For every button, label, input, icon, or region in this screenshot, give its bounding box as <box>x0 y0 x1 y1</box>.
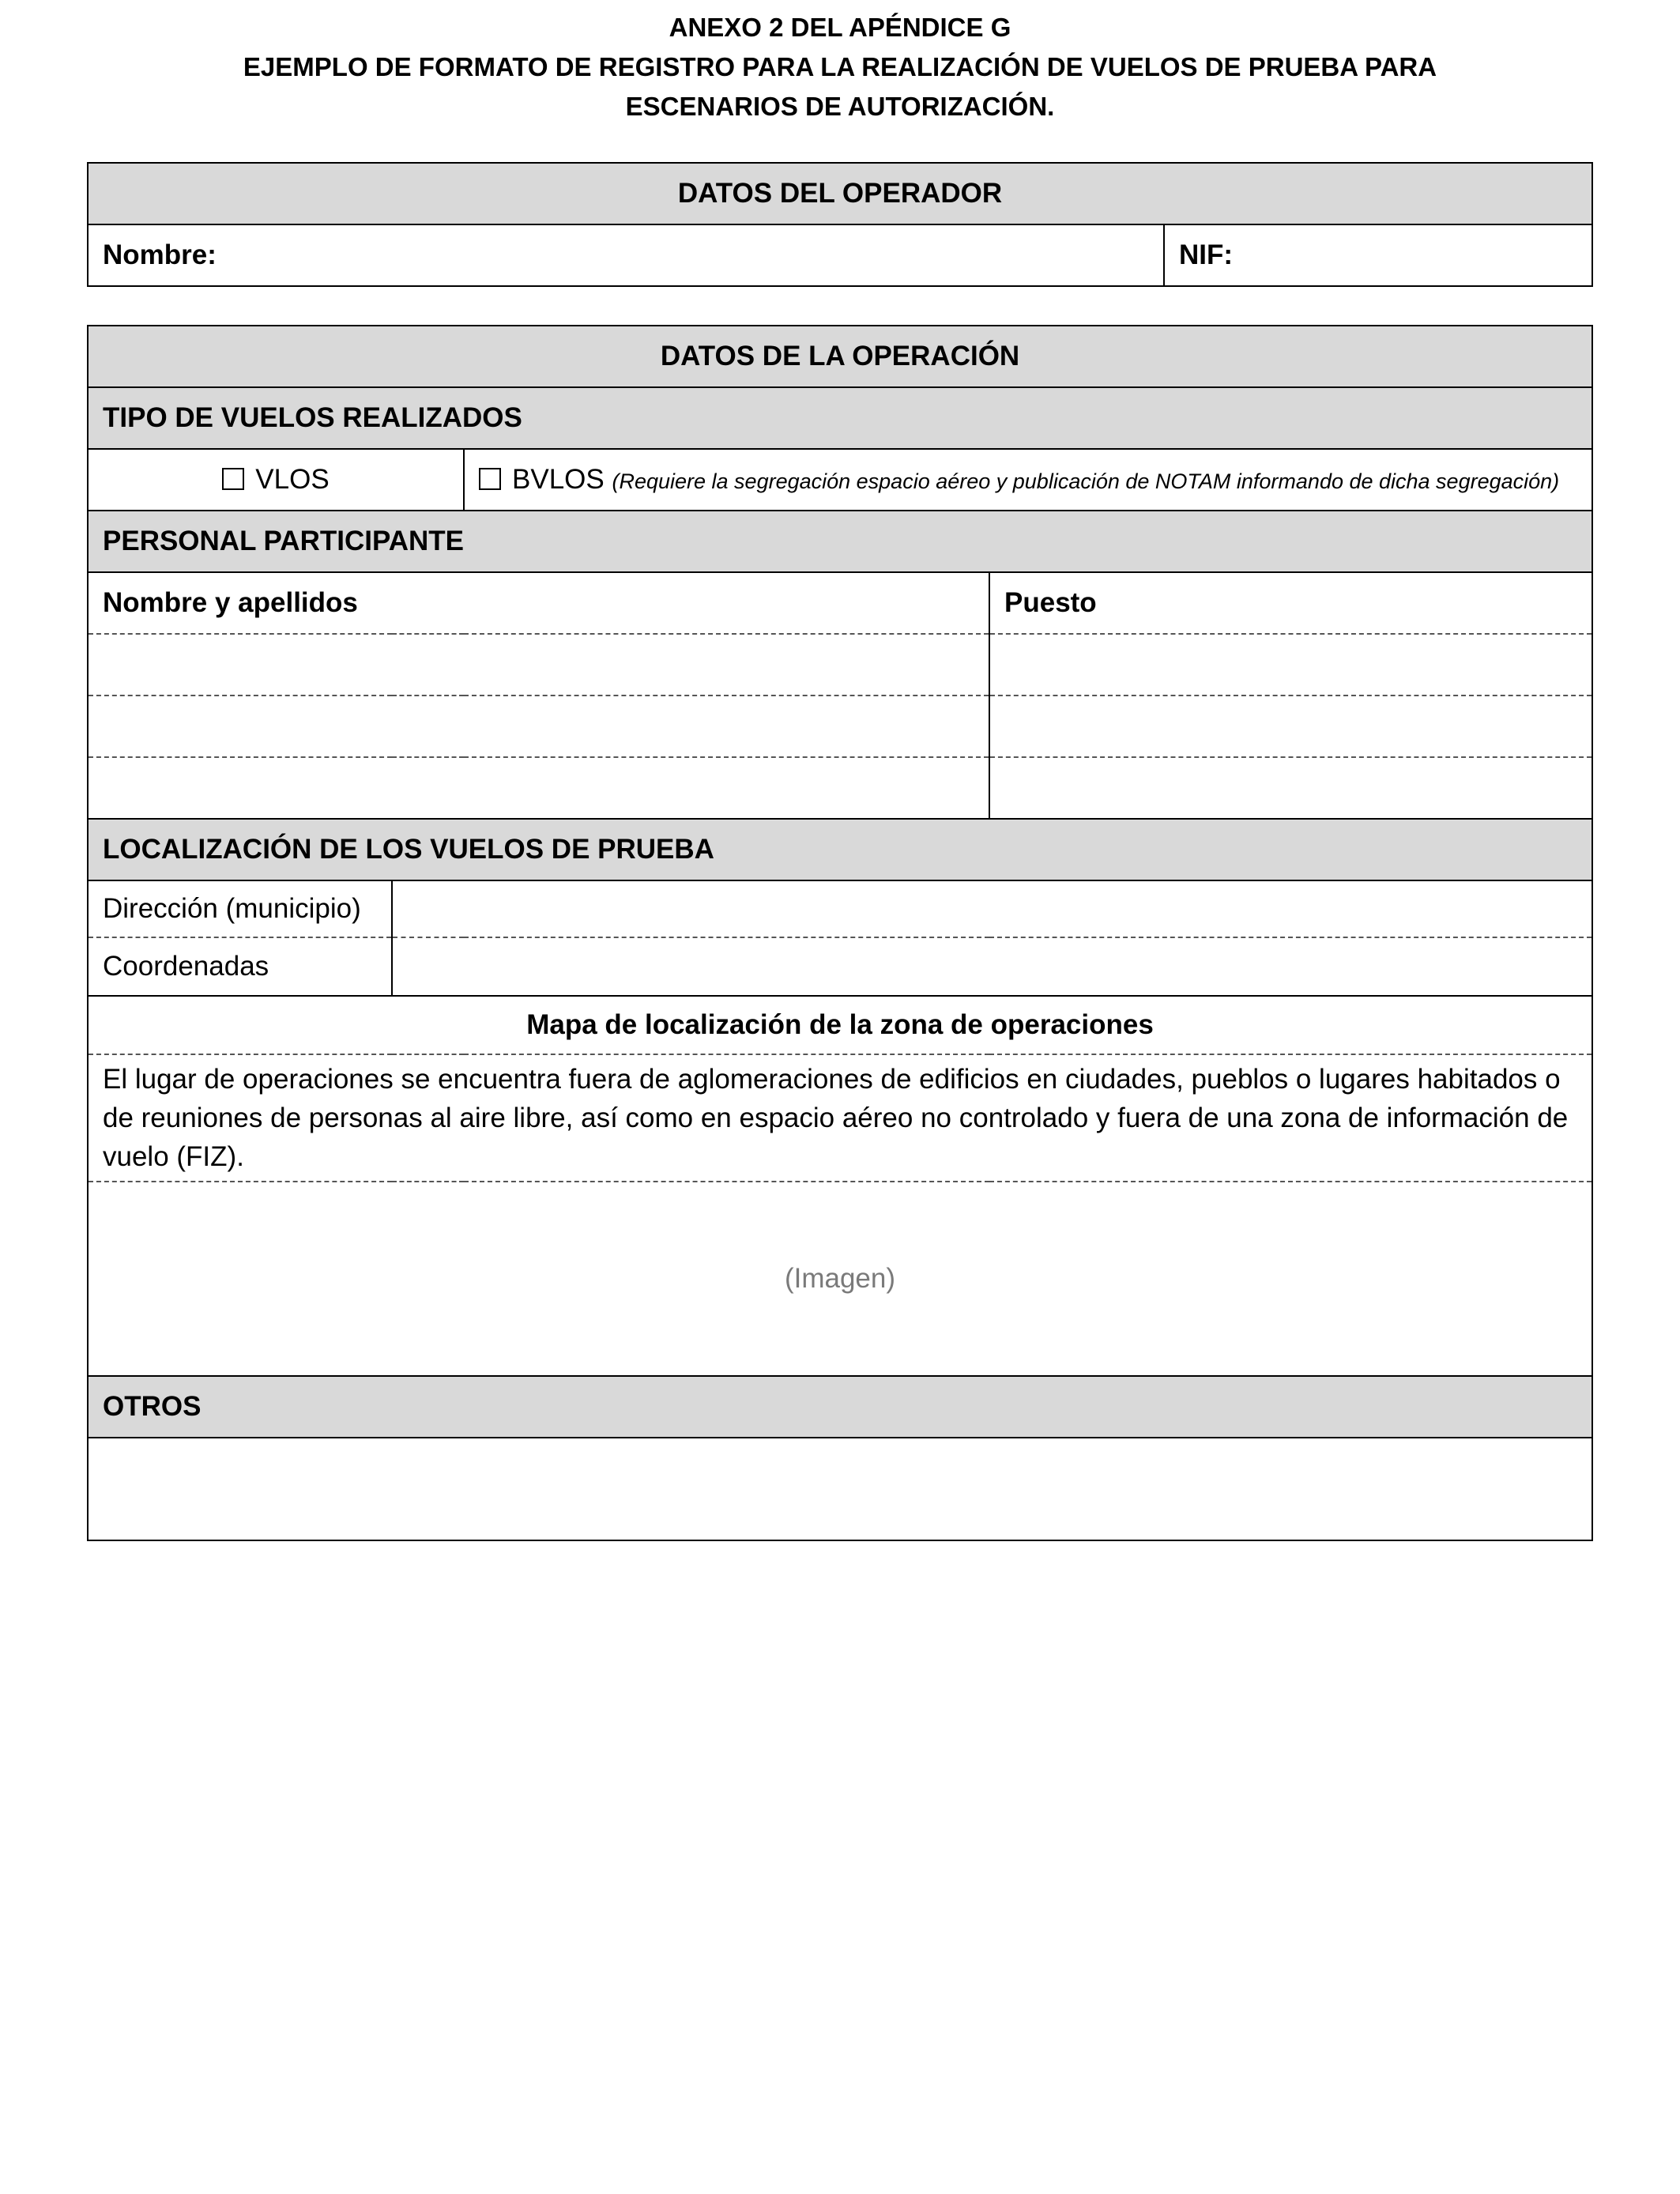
personnel-name-cell[interactable] <box>88 634 989 696</box>
operation-table <box>87 325 1593 1541</box>
title-line-1: ANEXO 2 DEL APÉNDICE G <box>669 13 1011 42</box>
address-label: Dirección (municipio) <box>88 880 392 937</box>
coords-label: Coordenadas <box>88 937 392 996</box>
flight-type-header: TIPO DE VUELOS REALIZADOS <box>88 387 1592 449</box>
operator-nif-field[interactable] <box>1164 224 1592 286</box>
operator-table <box>87 162 1593 287</box>
bvlos-label: BVLOS <box>512 464 605 495</box>
operator-name-label: Nombre: <box>103 239 217 270</box>
operation-header: DATOS DE LA OPERACIÓN <box>88 326 1592 387</box>
personnel-role-cell[interactable] <box>989 634 1592 696</box>
address-field[interactable] <box>392 880 1592 937</box>
location-header: LOCALIZACIÓN DE LOS VUELOS DE PRUEBA <box>88 819 1592 880</box>
vlos-checkbox[interactable] <box>222 468 244 490</box>
personnel-name-cell[interactable] <box>88 757 989 819</box>
others-header: OTROS <box>88 1376 1592 1438</box>
personnel-role-cell[interactable] <box>989 696 1592 757</box>
others-field[interactable] <box>88 1438 1592 1540</box>
map-description: El lugar de operaciones se encuentra fuera de aglomeraciones de edificios en ciudades, pueblos o lugares habitados o de reuniones de personas al aire libre, así como en espacio aéreo no controlado y fuera de una zona de información de vuelo (FIZ). <box>88 1054 1592 1182</box>
bvlos-note: (Requiere la segregación espacio aéreo y publicación de NOTAM informando de dicha segregación) <box>612 469 1560 493</box>
bvlos-option[interactable] <box>464 449 1592 511</box>
map-header: Mapa de localización de la zona de operaciones <box>88 996 1592 1054</box>
operator-name-field[interactable] <box>88 224 1164 286</box>
document-title <box>0 8 1680 126</box>
bvlos-checkbox[interactable] <box>479 468 501 490</box>
personnel-name-cell[interactable] <box>88 696 989 757</box>
title-line-2: EJEMPLO DE FORMATO DE REGISTRO PARA LA REALIZACIÓN DE VUELOS DE PRUEBA PARA <box>243 52 1437 81</box>
operator-nif-label: NIF: <box>1179 239 1234 270</box>
personnel-role-cell[interactable] <box>989 757 1592 819</box>
operator-header: DATOS DEL OPERADOR <box>88 163 1592 224</box>
personnel-col-role: Puesto <box>989 572 1592 634</box>
personnel-col-name: Nombre y apellidos <box>88 572 989 634</box>
coords-field[interactable] <box>392 937 1592 996</box>
vlos-label: VLOS <box>255 464 330 495</box>
personnel-header: PERSONAL PARTICIPANTE <box>88 511 1592 572</box>
map-image-placeholder: (Imagen) <box>88 1182 1592 1376</box>
vlos-option[interactable] <box>88 449 464 511</box>
title-line-3: ESCENARIOS DE AUTORIZACIÓN. <box>625 92 1055 121</box>
